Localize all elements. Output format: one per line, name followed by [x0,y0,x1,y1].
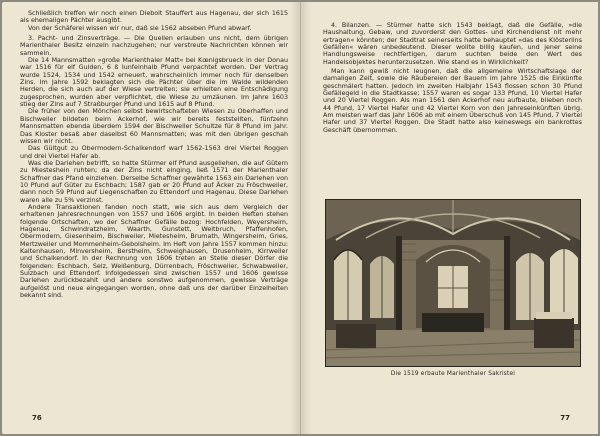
page-number: 76 [32,413,42,422]
vaulted-room-illustration [326,200,580,366]
paragraph: Man kann gewiß nicht leugnen, daß die allgemeine Wirtschaftslage der damaligen Zeit, sowie die Räubereien der Bauern im Jahre 1525 die Einkünfte geschmälert hatten. Jedoch im zweiten Halbjahr 1543 flossen schon 30 Pfund Gefällegeld in die Stadtkasse; 1557 waren es sogar 133 Pfund, 10 Viertel Hafer und 20 Viertel Roggen. Als man 1561 den Ackerhof neu aufbaute, blieben noch 44 Pfund, 17 Viertel Hafer und 42 Viertel Korn von den Jahreseinkünften übrig. Am meisten warf das Jahr 1606 ab mit einem Überschuß von 145 Pfund, 7 Viertel Hafer und 37 Viertel Roggen. Die Stadt hatte also keineswegs ein bankrottes Geschäft übernommen. [323,68,582,134]
page-number: 77 [560,413,570,422]
paragraph: Das Gültgut zu Obermodern-Schalkendorf warf 1562-1563 drei Viertel Roggen und drei Viertel Hafer ab. [20,145,288,160]
paragraph: Schließlich treffen wir noch einen Diebolt Stauffert aus Hagenau, der sich 1615 als ehemaligen Pächter ausgibt. [20,10,288,25]
left-page [2,2,300,434]
paragraph: Was die Darlehen betrifft, so hatte Stürmer elf Pfund ausgeliehen, die auf Gütern zu Miesteshein ruhten; da der Zins nicht einging, ließ 1571 der Marienthaler Schaffner das Pfand einziehen. Derselbe Schaffner gewährte 1563 ein Darlehen von 10 Pfund auf Güter zu Eschbach; 1587 gab er 20 Pfund auf Äcker zu Fröschweiler, dann noch 59 Pfund auf Liegenschaften zu Ettendorf und Hagenau. Diese Darlehen waren alle zu 5% verzinst. [20,159,288,204]
paragraph: Die früher von den Mönchen selbst bewirtschafteten Wiesen zu Oberhaffen und Bischweiler bildeten beim Ackerhof, wie wir bereits feststellten, fünfzehn Mannsmatten ebenda überdem 1594 der Bischweiler Schultze für 8 Pfund im Jahr. Das Kloster besaß aber daselbst 60 Mannsmatten; was mit den übrigen geschah wissen wir nicht. [20,108,288,145]
paragraph: Andere Transaktionen fanden noch statt, wie sich aus dem Vergleich der erhaltenen Jahresrechnungen von 1557 und 1606 ergibt. In beiden Heften stehen folgende Ortschaften, wo der Schaffner Gefälle bezog: Hochfelden, Weyersheim, Hagenau, Schwindratzheim, Waarth, Gunstett, Weitbruch, Pfaffenhofen, Obermodern, Giesenheim, Bischweiler, Mietesheim, Brumath, Wingersheim, Gries, Mertzweiler und Mommenheim-Gebolsheim. Im Heft von Jahre 1557 kommen hinzu: Kaltenhausen, Minversheim, Berstheim, Schweighausen, Drusenheim, Kirrweiler und Schalkendorf. In der Rechnung von 1606 treten an Stelle dieser Dörfer die folgenden: Eschbach, Selz, Weißenburg, Dürrenbach, Fröschweiler, Schwabweiler, Sulzbach und Ettendorf. Infolgedessen sind zwischen 1557 und 1606 gewisse Darlehen zurückbezahlt und andere sonstwo aufgenommen, gewisse Verträge aufgelöst und neue eingegangen worden, ohne daß uns der darüber Einzelheiten bekannt sind. [20,203,288,300]
figure-caption: Die 1519 erbaute Marienthaler Sakristei [390,371,516,377]
gutter-shadow [301,2,311,434]
gutter-shadow [290,2,300,434]
right-page [300,2,598,434]
paragraph: Die 14 Mannsmatten »große Marienthaler Matt« bei Kœnigsbrueck in der Donau war 1516 für elf Gulden, 6 ß Iunfeinhalb Pfund verpachtet worden. Der Vertrag wurde 1524, 1534 und 1542 erneuert, wahrscheinlich immer noch für denselben Zins. Im Jahre 1592 beklagten sich die Pächter über die im Walde wildenden Herden, die sich auch auf der Wiese vertreiten; sie erhielten eine Entschädigung zugesprochen, wurden aber verpflichtet, die Wiese zu umzäunen. Im Jahre 1603 stieg der Zins auf 7 Straßburger Pfund und 1615 auf 8 Pfund. [20,57,288,109]
sacristy-engraving [325,199,581,367]
paragraph: Von der Schäferei wissen wir nur, daß sie 1562 abseben Pfund abwarf. [28,24,252,32]
section-heading-paragraph: 3. Pacht- und Zinsverträge. — Die Quellen erlauben uns nicht, dem übrigen Marienthaler Besitz einzeln nachzugehen; nur verstreute Nachrichten können wir sammeln. [20,35,288,57]
section-heading-paragraph: 4. Bilanzen. — Stürmer hatte sich 1543 beklagt, daß die Gefälle, »die Haushaltung, Gebaw, und zuvorderst den Gottes- und Kirchendienst nit mehr ertragen« könnten; der Stadtrat seinerseits hatte behauptet »das des Klösterlins Gefällen« wären unbedeutend. Dieser wollte billig kaufen, und jener seine Handlungsweise rechtfertigen, darum suchten beide den Wert des Handelsobjektes herunterzusetzen. Wie stand es in Wirklichkeit? [323,22,582,66]
